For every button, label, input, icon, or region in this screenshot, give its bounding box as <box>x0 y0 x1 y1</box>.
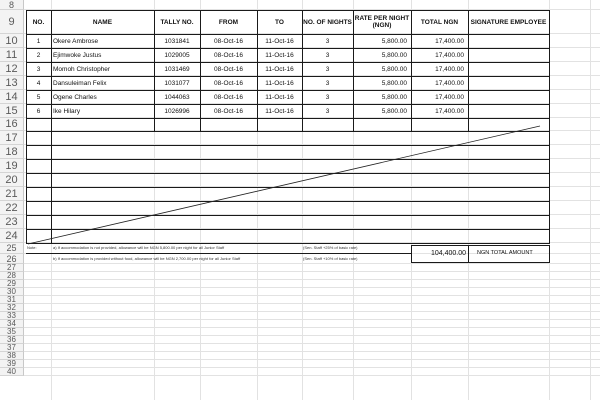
cell-no[interactable]: 1 <box>36 38 41 45</box>
cell-rate[interactable]: 5,800.00 <box>381 38 407 45</box>
row-header[interactable]: 10 <box>0 34 24 48</box>
cell-from[interactable]: 08-Oct-16 <box>214 38 243 45</box>
cell-to[interactable]: 11-Oct-16 <box>265 38 294 45</box>
row-header[interactable]: 18 <box>0 145 24 159</box>
cell-no[interactable]: 3 <box>36 66 41 73</box>
cell-rate[interactable]: 5,800.00 <box>381 94 407 101</box>
row-header[interactable]: 25 <box>0 243 24 254</box>
header-signature: SIGNATURE EMPLOYEE <box>470 18 547 26</box>
cell-no[interactable]: 4 <box>36 80 41 87</box>
row-header[interactable]: 21 <box>0 187 24 201</box>
cell-total[interactable]: 17,400.00 <box>435 108 464 115</box>
row-header[interactable]: 20 <box>0 173 24 187</box>
row-header[interactable]: 17 <box>0 131 24 145</box>
header-nights: NO. OF NIGHTS <box>303 18 352 26</box>
row-header[interactable]: 12 <box>0 62 24 76</box>
cell-nights[interactable]: 3 <box>325 80 330 87</box>
cell-nights[interactable]: 3 <box>325 52 330 59</box>
cell-from[interactable]: 08-Oct-16 <box>214 108 243 115</box>
cell-nights[interactable]: 3 <box>325 108 330 115</box>
row-header[interactable]: 23 <box>0 215 24 229</box>
cell-no[interactable]: 6 <box>36 108 41 115</box>
cell-name[interactable]: Ejimwoke Justus <box>53 52 102 59</box>
cell-total[interactable]: 17,400.00 <box>435 94 464 101</box>
row-header[interactable]: 36 <box>0 336 24 344</box>
note-line-b: b) If accommodation is provided without food, allowance will be NGN 2,700.00 per night for all Junior Staff <box>53 256 241 261</box>
header-no: NO. <box>32 18 45 26</box>
cell-name[interactable]: Dansuleiman Felix <box>53 80 107 87</box>
row-header[interactable]: 37 <box>0 344 24 352</box>
header-to: TO <box>275 18 284 26</box>
row-header[interactable]: 8 <box>0 0 24 10</box>
cell-name[interactable]: Ogene Charles <box>53 94 97 101</box>
cell-tally-no[interactable]: 1029005 <box>164 52 190 59</box>
row-header[interactable]: 28 <box>0 272 24 280</box>
row-header[interactable]: 14 <box>0 90 24 104</box>
total-amount-value: 104,400.00 <box>430 250 466 257</box>
cell-tally-no[interactable]: 1044063 <box>164 94 190 101</box>
row-header[interactable]: 32 <box>0 304 24 312</box>
cell-to[interactable]: 11-Oct-16 <box>265 94 294 101</box>
cell-total[interactable]: 17,400.00 <box>435 38 464 45</box>
header-name: NAME <box>92 18 113 26</box>
cell-no[interactable]: 5 <box>36 94 41 101</box>
cell-name[interactable]: Momoh Christopher <box>53 66 111 73</box>
row-header[interactable]: 30 <box>0 288 24 296</box>
cell-to[interactable]: 11-Oct-16 <box>265 80 294 87</box>
row-header[interactable]: 38 <box>0 352 24 360</box>
row-header[interactable]: 39 <box>0 360 24 368</box>
header-total: TOTAL NGN <box>420 18 459 26</box>
row-header[interactable]: 31 <box>0 296 24 304</box>
cell-total[interactable]: 17,400.00 <box>435 66 464 73</box>
row-header[interactable]: 11 <box>0 48 24 62</box>
cell-tally-no[interactable]: 1026996 <box>164 108 190 115</box>
row-header[interactable]: 24 <box>0 229 24 243</box>
row-header[interactable]: 29 <box>0 280 24 288</box>
cell-from[interactable]: 08-Oct-16 <box>214 66 243 73</box>
cell-from[interactable]: 08-Oct-16 <box>214 80 243 87</box>
cell-total[interactable]: 17,400.00 <box>435 52 464 59</box>
row-header[interactable]: 13 <box>0 76 24 90</box>
cell-no[interactable]: 2 <box>36 52 41 59</box>
cell-rate[interactable]: 5,800.00 <box>381 108 407 115</box>
row-header[interactable]: 26 <box>0 254 24 264</box>
note-senior-b: (Sen. Staff +10% of basic rate) <box>303 256 358 261</box>
row-header[interactable]: 15 <box>0 104 24 118</box>
cell-name[interactable]: Ike Hilary <box>53 108 81 115</box>
cell-tally-no[interactable]: 1031469 <box>164 66 190 73</box>
cell-to[interactable]: 11-Oct-16 <box>265 108 294 115</box>
row-header[interactable]: 22 <box>0 201 24 215</box>
note-line-a: a) If accommodation is not provided, allowance will be NGN 5,800.00 per night for all Junior Staff <box>53 245 225 250</box>
cell-rate[interactable]: 5,800.00 <box>381 80 407 87</box>
cell-total[interactable]: 17,400.00 <box>435 80 464 87</box>
header-from: FROM <box>218 18 239 26</box>
row-header[interactable]: 35 <box>0 328 24 336</box>
row-header[interactable]: 33 <box>0 312 24 320</box>
row-header[interactable]: 40 <box>0 368 24 376</box>
note-label: Note: <box>27 245 37 250</box>
header-tally-no: TALLY NO. <box>160 18 194 26</box>
cell-from[interactable]: 08-Oct-16 <box>214 52 243 59</box>
header-rate: RATE PER NIGHT (NGN) <box>354 15 410 29</box>
cell-to[interactable]: 11-Oct-16 <box>265 66 294 73</box>
row-header[interactable]: 27 <box>0 264 24 272</box>
cell-to[interactable]: 11-Oct-16 <box>265 52 294 59</box>
row-header[interactable]: 16 <box>0 118 24 131</box>
row-header[interactable]: 9 <box>0 10 24 34</box>
cell-tally-no[interactable]: 1031841 <box>164 38 190 45</box>
row-header[interactable]: 19 <box>0 159 24 173</box>
cell-rate[interactable]: 5,800.00 <box>381 66 407 73</box>
cell-name[interactable]: Okere Ambrose <box>53 38 99 45</box>
cell-from[interactable]: 08-Oct-16 <box>214 94 243 101</box>
row-header[interactable]: 34 <box>0 320 24 328</box>
cell-rate[interactable]: 5,800.00 <box>381 52 407 59</box>
total-amount-label: NGN TOTAL AMOUNT <box>477 250 533 256</box>
cell-nights[interactable]: 3 <box>325 38 330 45</box>
cell-nights[interactable]: 3 <box>325 66 330 73</box>
note-senior-a: (Sen. Staff +25% of basic rate) <box>303 245 358 250</box>
cell-tally-no[interactable]: 1031077 <box>164 80 190 87</box>
cell-nights[interactable]: 3 <box>325 94 330 101</box>
